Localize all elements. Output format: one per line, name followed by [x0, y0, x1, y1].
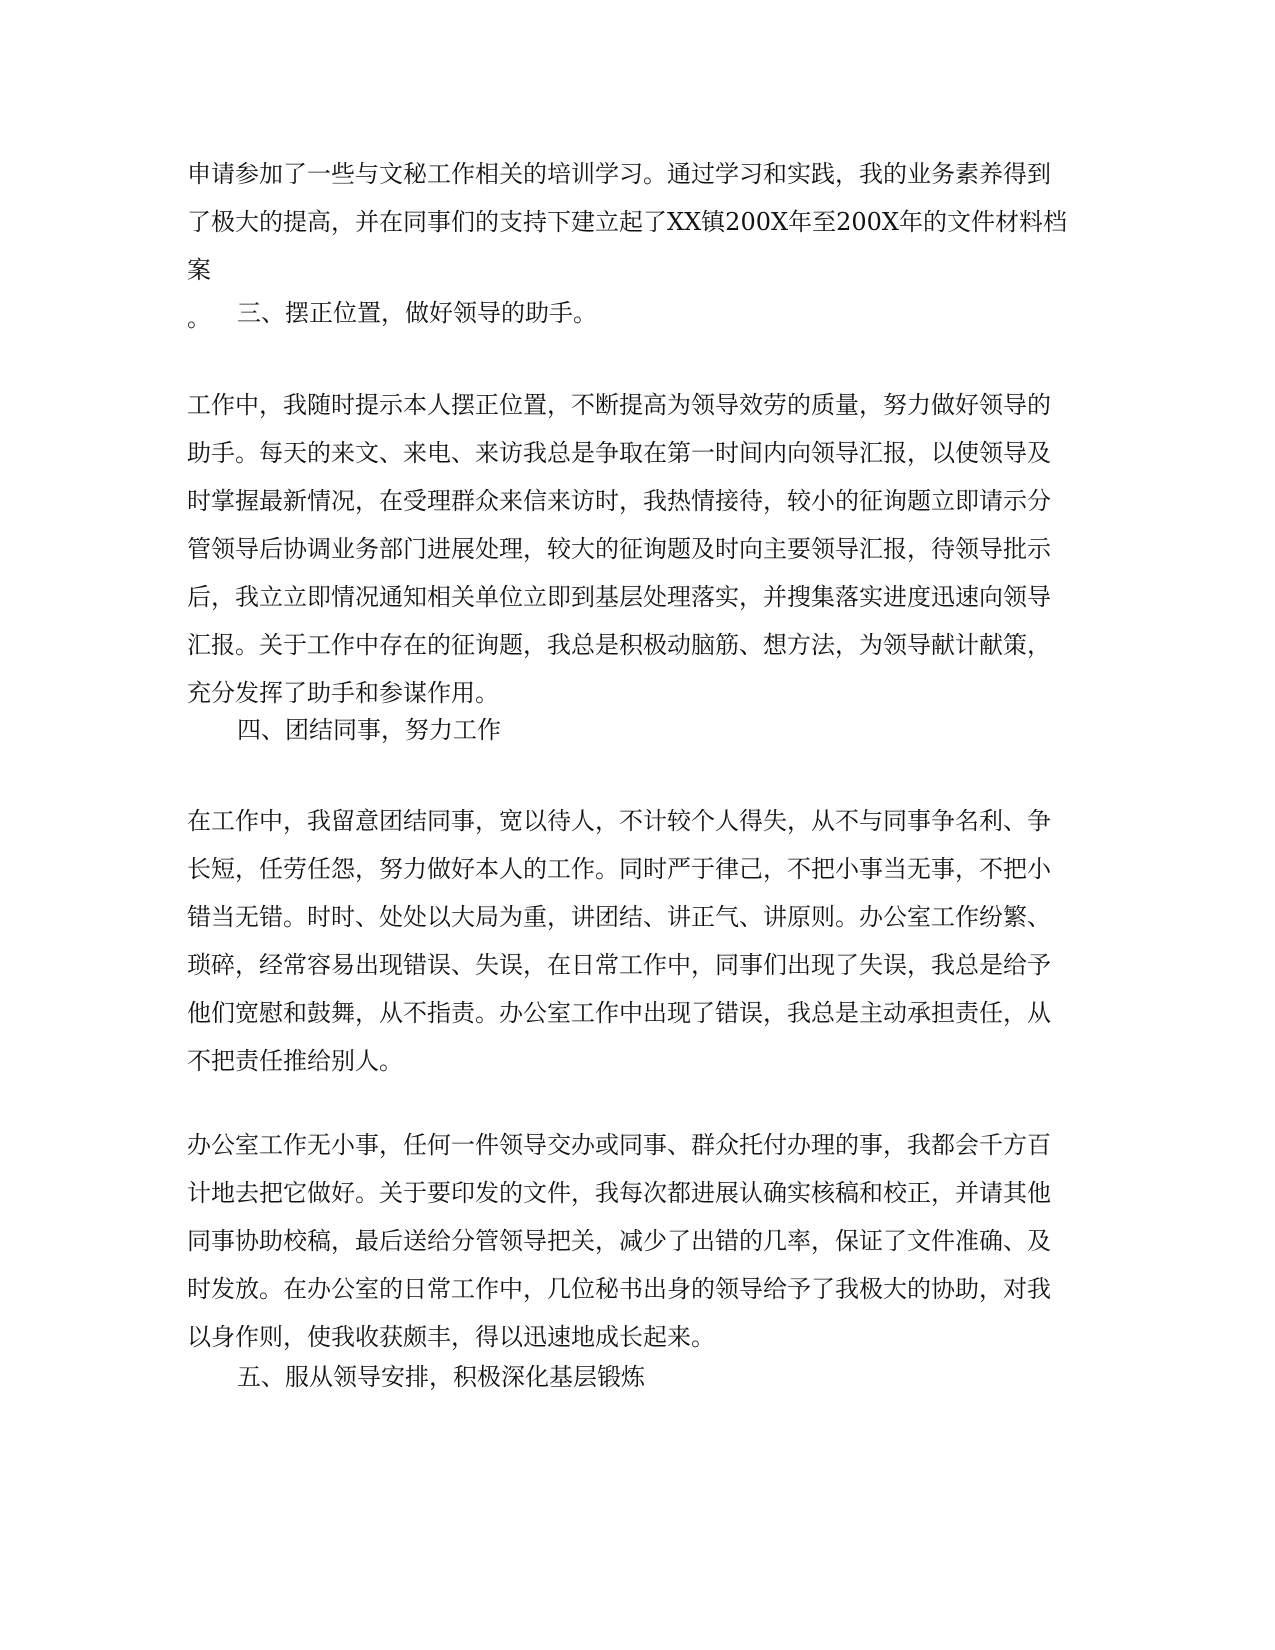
section-heading-4: 四、团结同事，努力工作 [237, 716, 501, 744]
paragraph-assistant: 工作中，我随时提示本人摆正位置，不断提高为领导效劳的质量，努力做好领导的 助手。每天的来文、来电、来访我总是争取在第一时间内向领导汇报，以使领导及 时掌握最新情况，在受理群众来信来访时，我热情接待，较小的征询题立即请示分 管领导后协调业务部门进展处理，较大的征询题及时向主要领导汇报，待领导批示 后，我立立即情况通知相关单位立即到基层处理落实，并搜集落实进度迅速向领导 汇报。关于工作中存在的征询题，我总是积极动脑筋、想方法，为领导献计献策， 充分发挥了助手和参谋作用。 [187, 391, 1051, 707]
section-heading-3: 三、摆正位置，做好领导的助手。 [237, 299, 597, 327]
paragraph-unity: 在工作中，我留意团结同事，宽以待人，不计较个人得失，从不与同事争名利、争 长短，任劳任怨，努力做好本人的工作。同时严于律己，不把小事当无事，不把小 错当无错。时时、处处以大局为重，讲团结、讲正气、讲原则。办公室工作纷繁、 琐碎，经常容易出现错误、失误，在日常工作中，同事们出现了失误，我总是给予 他们宽慰和鼓舞，从不指责。办公室工作中出现了错误，我总是主动承担责任，从 不把责任推给别人。 [187, 807, 1051, 1075]
paragraph-training: 申请参加了一些与文秘工作相关的培训学习。通过学习和实践，我的业务素养得到 了极大的提高，并在同事们的支持下建立起了XX镇200X年至200X年的文件材料档案 。 [187, 160, 1067, 332]
paragraph-office-work: 办公室工作无小事，任何一件领导交办或同事、群众托付办理的事，我都会千方百 计地去把它做好。关于要印发的文件，我每次都进展认确实核稿和校正，并请其他 同事协助校稿，最后送给分管领导把关，减少了出错的几率，保证了文件准确、及 时发放。在办公室的日常工作中，几位秘书出身的领导给予了我极大的协助，对我 以身作则，使我收获颇丰，得以迅速地成长起来。 [187, 1131, 1051, 1351]
section-heading-5: 五、服从领导安排，积极深化基层锻炼 [237, 1363, 645, 1391]
